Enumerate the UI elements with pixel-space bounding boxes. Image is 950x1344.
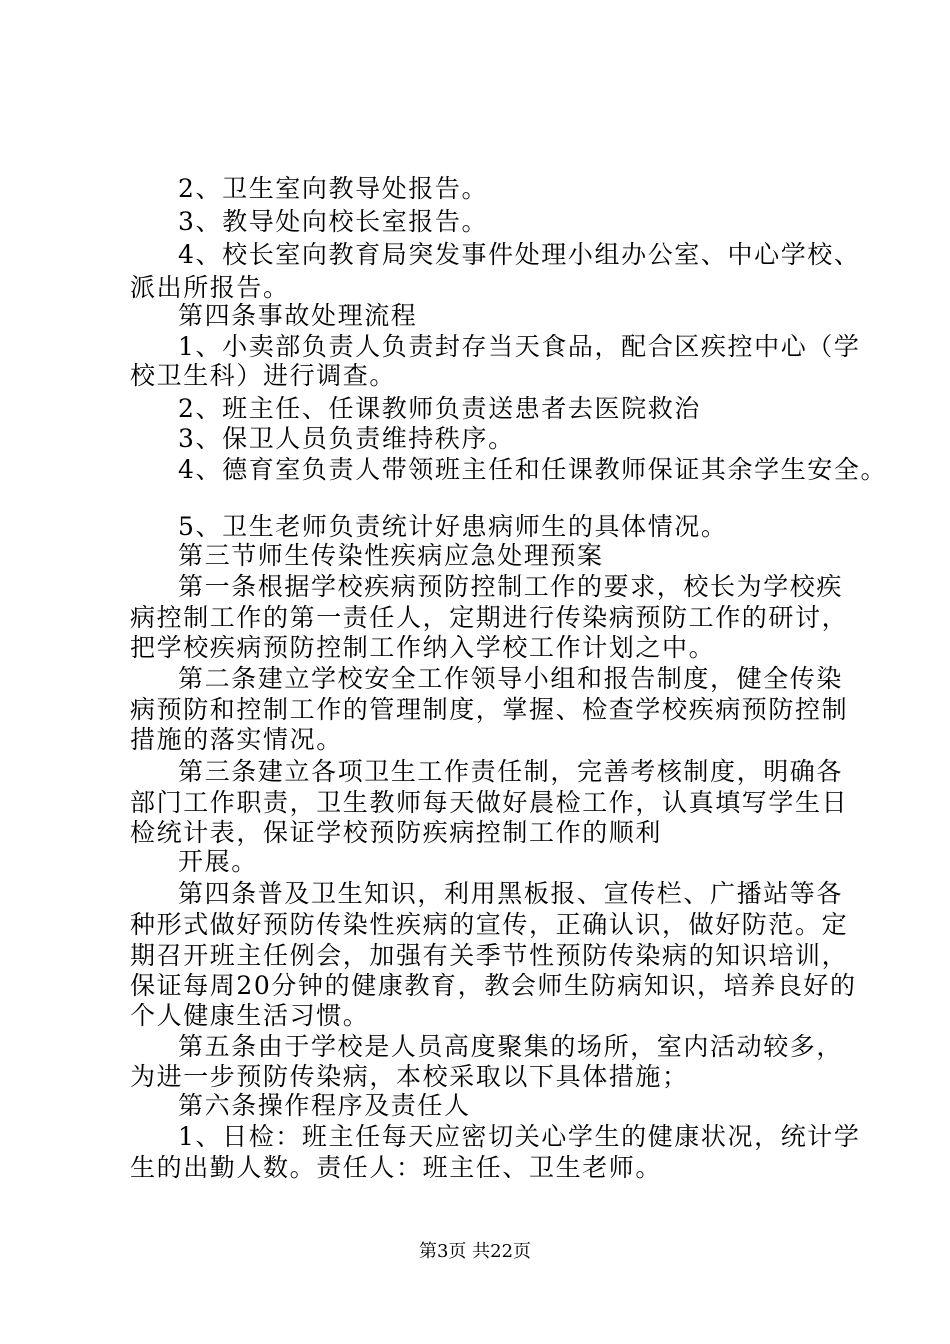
text-line: 第二条建立学校安全工作领导小组和报告制度，健全传染 — [178, 664, 844, 693]
text-line: 为进一步预防传染病，本校采取以下具体措施； — [130, 1062, 689, 1091]
text-line: 第一条根据学校疾病预防控制工作的要求，校长为学校疾 — [178, 572, 844, 601]
text-line: 5、卫生老师负责统计好患病师生的具体情况。 — [178, 512, 728, 541]
text-line: 部门工作职责，卫生教师每天做好晨检工作，认真填写学生日 — [130, 788, 849, 817]
section-heading: 第四条事故处理流程 — [178, 301, 418, 330]
text-line: 生的出勤人数。责任人：班主任、卫生老师。 — [130, 1153, 663, 1182]
text-line: 种形式做好预防传染性疾病的宣传，正确认识，做好防范。定 — [130, 910, 849, 939]
page-number-footer: 第3页 共22页 — [418, 1241, 532, 1262]
text-line: 3、教导处向校长室报告。 — [178, 207, 489, 236]
text-line: 1、小卖部负责人负责封存当天食品，配合区疾控中心（学 — [178, 332, 861, 361]
text-line: 把学校疾病预防控制工作纳入学校工作计划之中。 — [130, 633, 716, 662]
text-line: 2、卫生室向教导处报告。 — [178, 174, 489, 203]
text-line: 4、德育室负责人带领班主任和任课教师保证其余学生安全。 — [178, 455, 888, 484]
text-line: 第五条由于学校是人员高度聚集的场所，室内活动较多， — [178, 1032, 844, 1061]
text-line: 4、校长室向教育局突发事件处理小组办公室、中心学校、 — [178, 240, 861, 269]
text-line: 病控制工作的第一责任人，定期进行传染病预防工作的研讨， — [130, 603, 849, 632]
text-line: 1、日检：班主任每天应密切关心学生的健康状况，统计学 — [178, 1122, 861, 1151]
text-line: 第三条建立各项卫生工作责任制，完善考核制度，明确各 — [178, 757, 844, 786]
text-line: 3、保卫人员负责维持秩序。 — [178, 424, 515, 453]
text-line: 期召开班主任例会，加强有关季节性预防传染病的知识培训， — [130, 941, 849, 970]
text-line: 个人健康生活习惯。 — [130, 1001, 370, 1030]
text-line: 校卫生科）进行调查。 — [130, 361, 397, 390]
text-line: 检统计表，保证学校预防疾病控制工作的顺利 — [130, 818, 663, 847]
section-heading: 第三节师生传染性疾病应急处理预案 — [178, 541, 604, 570]
text-line: 派出所报告。 — [130, 273, 290, 302]
text-line: 2、班主任、任课教师负责送患者去医院救治 — [178, 394, 701, 423]
text-line: 措施的落实情况。 — [130, 725, 343, 754]
section-heading: 第六条操作程序及责任人 — [178, 1091, 471, 1120]
text-line: 保证每周20分钟的健康教育，教会师生防病知识，培养良好的 — [130, 971, 857, 1000]
text-line: 病预防和控制工作的管理制度，掌握、检查学校疾病预防控制 — [130, 695, 849, 724]
text-line: 开展。 — [178, 847, 258, 876]
text-line: 第四条普及卫生知识，利用黑板报、宣传栏、广播站等各 — [178, 879, 844, 908]
